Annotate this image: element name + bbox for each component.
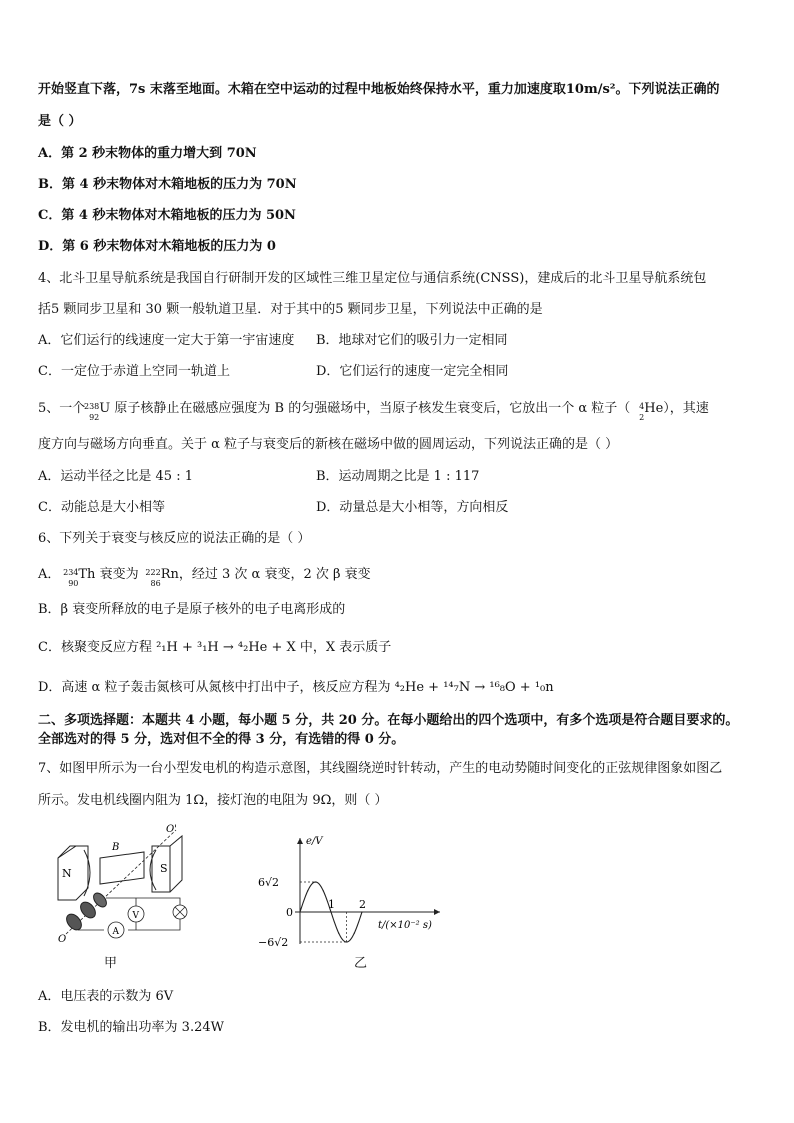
q3-option-c: C．第 4 秒末物体对木箱地板的压力为 50N (38, 208, 296, 223)
q7-stem-line2: 所示。发电机线圈内阻为 1Ω，接灯泡的电阻为 9Ω，则（ ） (38, 793, 388, 808)
uranium-isotope-numbers (84, 400, 100, 422)
q3-option-a: A．第 2 秒末物体的重力增大到 70N (38, 146, 257, 161)
circuit-wire-top (106, 898, 180, 906)
q3-stem-line1: 开始竖直下落，7s 末落至地面。木箱在空中运动的过程中地板始终保持水平，重力加速度取10m/s²。下列说法正确的 (38, 82, 720, 97)
y-axis-label: e/V (306, 836, 323, 847)
generator-diagram (48, 822, 198, 944)
q5-stem-post: ），其速 (663, 401, 709, 416)
q6-option-a (38, 566, 371, 588)
q6-stem: 6、下列关于衰变与核反应的说法正确的是（ ） (38, 531, 311, 546)
q7-stem-line1: 7、如图甲所示为一台小型发电机的构造示意图，其线圈绕逆时针转动，产生的电动势随时间变化的正弦规律图象如图乙 (38, 761, 723, 776)
q6-option-a-mid: 衰变为 (95, 567, 143, 582)
radon-symbol: Rn (160, 567, 179, 582)
axis-top-label: O' (166, 824, 177, 835)
helium-mass-number: 4 (639, 402, 645, 411)
uranium-atomic-number: 92 (89, 413, 100, 422)
field-b-label: B (112, 842, 120, 853)
q5-option-c: C．动能总是大小相等 (38, 500, 165, 515)
q4-option-a: A．它们运行的线速度一定大于第一宇宙速度 (38, 333, 295, 348)
emf-data-point (361, 911, 362, 912)
north-label: N (62, 867, 72, 880)
q4-stem-line1: 4、北斗卫星导航系统是我国自行研制开发的区域性三维卫星定位与通信系统(CNSS)，建成后的北斗卫星导航系统包 (38, 271, 707, 286)
q4-option-d: D．它们运行的速度一定完全相同 (316, 364, 509, 379)
emf-data-point (307, 890, 308, 891)
south-label: S (160, 862, 168, 875)
radon-mass-number: 222 (145, 568, 161, 577)
y-axis-arrow-icon (297, 838, 303, 844)
thorium-atomic-number: 90 (68, 579, 79, 588)
q5-option-d: D．动量总是大小相等，方向相反 (316, 500, 509, 515)
q6-option-c: C．核聚变反应方程 ²₁H + ³₁H → ⁴₂He + X 中，X 表示质子 (38, 640, 392, 655)
q5-stem-pre: 5、一个 (38, 401, 86, 416)
y-tick-label: 0 (286, 906, 293, 919)
q5-option-b: B．运动周期之比是 1 : 117 (316, 469, 480, 484)
emf-data-point (354, 933, 355, 934)
x-tick-label: 2 (359, 898, 366, 911)
axis-bottom-label: O (58, 934, 67, 944)
uranium-symbol: U (99, 401, 111, 416)
emf-data-point (299, 911, 300, 912)
emf-chart (240, 832, 450, 947)
q4-option-c: C．一定位于赤道上空同一轨道上 (38, 364, 230, 379)
voltmeter-label: V (132, 911, 139, 921)
q5-option-a: A．运动半径之比是 45 : 1 (38, 469, 193, 484)
q6-option-a-label: A． (38, 567, 61, 582)
q7-option-a: A．电压表的示数为 6V (38, 989, 174, 1004)
radon-isotope-numbers (143, 566, 161, 588)
y-tick-label: −6√2 (258, 936, 289, 947)
q6-option-a-post: ，经过 3 次 α 衰变，2 次 β 衰变 (178, 567, 371, 582)
q3-stem-line2: 是（ ） (38, 114, 82, 129)
q7-option-b: B．发电机的输出功率为 3.24W (38, 1020, 224, 1035)
emf-data-point (330, 911, 331, 912)
q6-option-d: D．高速 α 粒子轰击氮核可从氮核中打出中子，核反应方程为 ⁴₂He + ¹⁴₇N → ¹⁶₈O + ¹₀n (38, 680, 554, 695)
slip-ring-3 (91, 891, 109, 910)
coil (100, 852, 144, 884)
helium-symbol: He (644, 401, 664, 416)
emf-data-point (323, 890, 324, 891)
x-axis-label: t/(×10⁻² s) (378, 920, 432, 931)
uranium-mass-number: 238 (84, 402, 100, 411)
helium-isotope-numbers (630, 400, 645, 422)
q4-option-b: B．地球对它们的吸引力一定相同 (316, 333, 508, 348)
radon-atomic-number: 86 (150, 579, 161, 588)
figure-yi-label: 乙 (354, 956, 368, 971)
x-tick-label: 1 (328, 898, 335, 911)
q6-option-b: B．β 衰变所释放的电子是原子核外的电子电离形成的 (38, 602, 346, 617)
x-axis-arrow-icon (434, 909, 440, 915)
emf-data-point (338, 933, 339, 934)
q5-stem-line2: 度方向与磁场方向垂直。关于 α 粒子与衰变后的新核在磁场中做的圆周运动，下列说法正确的是（ ） (38, 437, 619, 452)
ammeter-label: A (112, 927, 119, 937)
thorium-isotope-numbers (60, 566, 79, 588)
circuit-wire-bottom (78, 918, 180, 930)
q5-stem-mid: 原子核静止在磁感应强度为 B 的匀强磁场中，当原子核发生衰变后，它放出一个 α 粒子（ (110, 401, 631, 416)
helium-atomic-number: 2 (639, 413, 645, 422)
q4-stem-line2: 括5 颗同步卫星和 30 颗一般轨道卫星．对于其中的5 颗同步卫星，下列说法中正确的是 (38, 302, 543, 317)
q3-option-b: B．第 4 秒末物体对木箱地板的压力为 70N (38, 177, 297, 192)
thorium-mass-number: 234 (63, 568, 79, 577)
section2-line1: 二、多项选择题：本题共 4 小题，每小题 5 分，共 20 分。在每小题给出的四个选项中，有多个选项是符合题目要求的。 (38, 713, 739, 728)
q5-stem-line1 (38, 400, 709, 422)
figure-jia-label: 甲 (104, 956, 118, 971)
q3-option-d: D．第 6 秒末物体对木箱地板的压力为 0 (38, 239, 276, 254)
section2-line2: 全部选对的得 5 分，选对但不全的得 3 分，有选错的得 0 分。 (38, 732, 405, 747)
slip-ring-1 (64, 911, 85, 933)
thorium-symbol: Th (78, 567, 96, 582)
y-tick-label: 6√2 (258, 876, 280, 889)
